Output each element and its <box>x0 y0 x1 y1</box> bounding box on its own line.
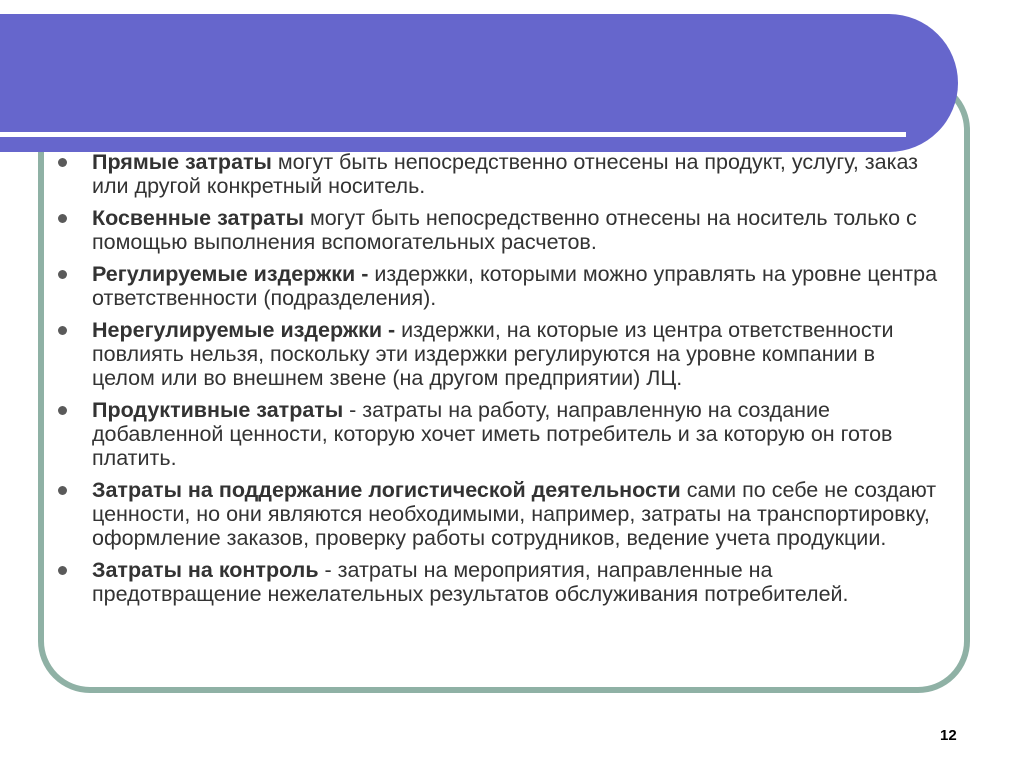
item-term: Затраты на контроль <box>92 558 319 582</box>
bullet-icon <box>58 326 67 335</box>
bullet-icon <box>58 270 67 279</box>
banner-divider <box>0 132 906 137</box>
item-term: Затраты на поддержание логистической деятельности <box>92 478 681 502</box>
bullet-icon <box>58 158 67 167</box>
list-item <box>58 398 938 470</box>
item-text: издержки, которыми можно управлять на уровне центра ответственности (подразделения). <box>92 262 938 310</box>
list-item <box>58 318 938 390</box>
list-item <box>58 262 938 310</box>
bullet-icon <box>58 406 67 415</box>
item-text: могут быть непосредственно отнесены на продукт, услугу, заказ или другой конкретный носитель. <box>92 150 919 198</box>
item-text: - затраты на мероприятия, направленные на предотвращение нежелательных результатов обслуживания потребителей. <box>92 558 849 606</box>
bullet-icon <box>58 214 67 223</box>
item-term: Прямые затраты <box>92 150 272 174</box>
item-term: Регулируемые издержки - <box>92 262 369 286</box>
item-text: могут быть непосредственно отнесены на носитель только с помощью выполнения вспомогательных расчетов. <box>92 206 917 254</box>
list-item <box>58 150 938 198</box>
list-item <box>58 478 938 550</box>
list-item <box>58 206 938 254</box>
bullet-icon <box>58 486 67 495</box>
item-term: Нерегулируемые издержки - <box>92 318 396 342</box>
item-term: Косвенные затраты <box>92 206 304 230</box>
list-item <box>58 558 938 606</box>
bullet-icon <box>58 566 67 575</box>
item-text: - затраты на работу, направленную на создание добавленной ценности, которую хочет иметь потребитель и за которую он готов платить. <box>92 398 893 470</box>
item-term: Продуктивные затраты <box>92 398 344 422</box>
item-text: издержки, на которые из центра ответственности повлиять нельзя, поскольку эти издержки регулируются на уровне компании в целом или во внешнем звене (на другом предприятии) ЛЦ. <box>92 318 894 390</box>
item-text: сами по себе не создают ценности, но они являются необходимыми, например, затраты на транспортировку, оформление заказов, проверку работы сотрудников, ведение учета продукции. <box>92 478 937 550</box>
bullet-list <box>58 150 938 614</box>
page-number: 12 <box>940 727 957 744</box>
